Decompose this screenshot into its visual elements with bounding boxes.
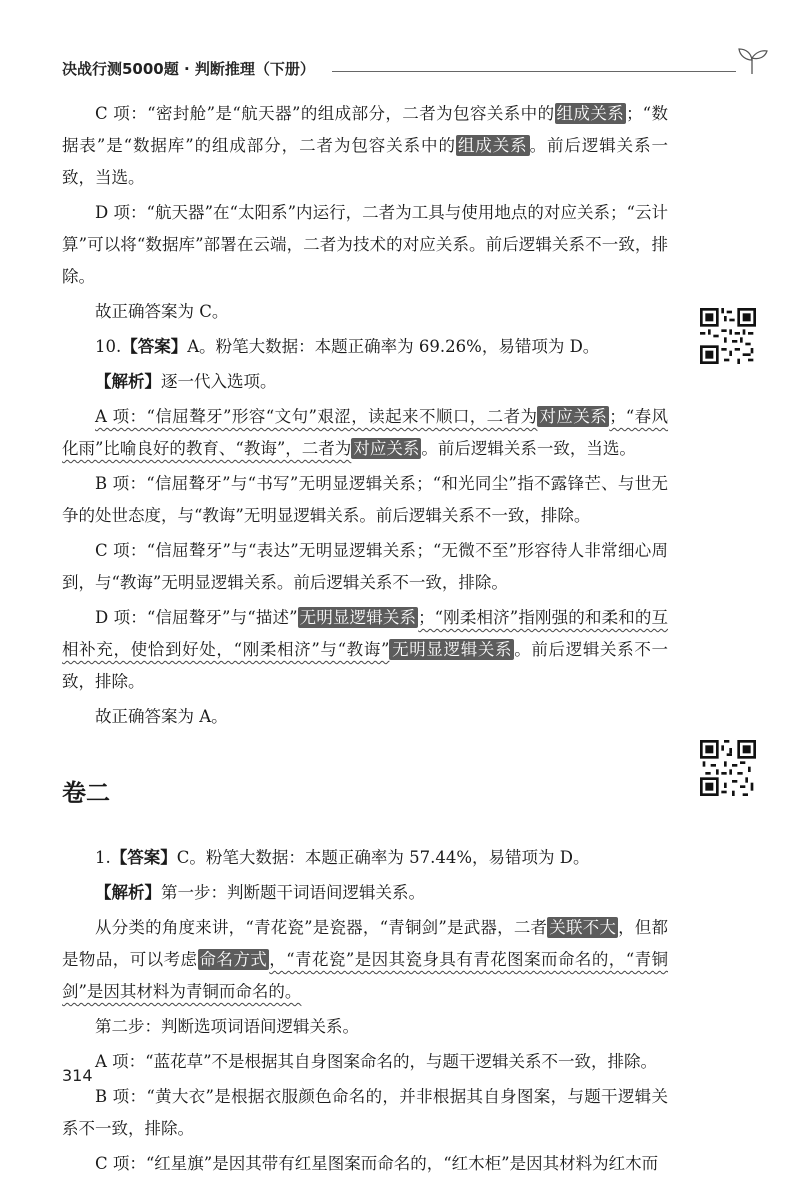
highlight-term: 无明显逻辑关系 [299,608,417,627]
highlight-term: 对应关系 [539,407,608,426]
highlight-term: 命名方式 [199,950,268,969]
q1-step1-paragraph: 从分类的角度来讲，“青花瓷”是瓷器，“青铜剑”是武器，二者 关联不大 ，但都是物品，可以考虑 命名方式 ，“青花瓷”是因其瓷身具有青花图案而命名的，“青铜剑”是因其材料为青铜而命名的。 [62,918,669,1001]
answer-label: 【答案】 [121,337,188,356]
option-d-paragraph: D 项：“航天器”在“太阳系”内运行，二者为工具与使用地点的对应关系；“云计算”可以将“数据库”部署在云端，二者为技术的对应关系。前后逻辑关系不一致，排除。 [62,203,668,286]
book-title: 决战行测5000题 · 判断推理（下册） [62,60,315,78]
q10-answer: 10.【答案】A。粉笔大数据：本题正确率为 69.26%，易错项为 D。 [95,337,600,356]
qr-code-icon[interactable] [700,740,756,796]
q1-option-c: C 项：“红星旗”是因其带有红星图案而命名的，“红木柜”是因其材料为红木而 [95,1154,659,1173]
analysis-label: 【解析】 [95,883,161,902]
q10-conclusion: 故正确答案为 A。 [95,707,228,726]
option-c-paragraph: C 项：“密封舱”是“航天器”的组成部分，二者为包容关系中的 组成关系 ；“数据表”是“数据库”的组成部分，二者为包容关系中的 组成关系 。前后逻辑关系一致，当选。 [62,104,669,187]
q1-step2: 第二步：判断选项词语间逻辑关系。 [95,1017,359,1036]
q1-option-a: A 项：“蓝花草”不是根据其自身图案命名的，与题干逻辑关系不一致，排除。 [95,1052,658,1071]
q1-option-b: B 项：“黄大衣”是根据衣服颜色命名的，并非根据其自身图案，与题干逻辑关系不一致，排除。 [62,1087,668,1138]
analysis-label: 【解析】 [95,372,161,391]
sprout-icon [734,44,770,76]
q10-option-a: A 项：“信屈聱牙”形容“文句”艰涩，读起来不顺口，二者为 对应关系 ；“春风化雨”比喻良好的教育、“教诲”，二者为 对应关系 。前后逻辑关系一致，当选。 [62,407,669,458]
conclusion: 故正确答案为 C。 [95,302,229,321]
highlight-term: 组成关系 [457,136,528,155]
highlight-term: 无明显逻辑关系 [391,640,513,659]
q1-analysis: 【解析】第一步：判断题干词语间逻辑关系。 [95,883,425,902]
highlight-term: 组成关系 [556,104,625,123]
highlight-term: 对应关系 [353,439,420,458]
q10-option-b: B 项：“信屈聱牙”与“书写”无明显逻辑关系；“和光同尘”指不露锋芒、与世无争的处世态度，与“教诲”无明显逻辑关系。前后逻辑关系不一致，排除。 [62,474,668,525]
q10-option-d: D 项：“信屈聱牙”与“描述” 无明显逻辑关系 ；“刚柔相济”指刚强的和柔和的互相补充，使恰到好处，“刚柔相济”与“教诲” 无明显逻辑关系 。前后逻辑关系不一致，排除。 [62,608,669,691]
header-rule [332,71,736,72]
page-number: 314 [62,1066,93,1085]
q10-option-c: C 项：“信屈聱牙”与“表达”无明显逻辑关系；“无微不至”形容待人非常细心周到，与“教诲”无明显逻辑关系。前后逻辑关系不一致，排除。 [62,541,668,592]
q10-analysis: 【解析】逐一代入选项。 [95,372,277,391]
highlight-term: 关联不大 [549,918,617,937]
q1-answer: 1.【答案】C。粉笔大数据：本题正确率为 57.44%，易错项为 D。 [95,848,590,867]
answer-label: 【答案】 [110,848,177,867]
page-body [62,98,668,1183]
qr-code-icon[interactable] [700,308,756,364]
running-header [62,58,770,84]
section-title: 卷二 [62,779,110,807]
